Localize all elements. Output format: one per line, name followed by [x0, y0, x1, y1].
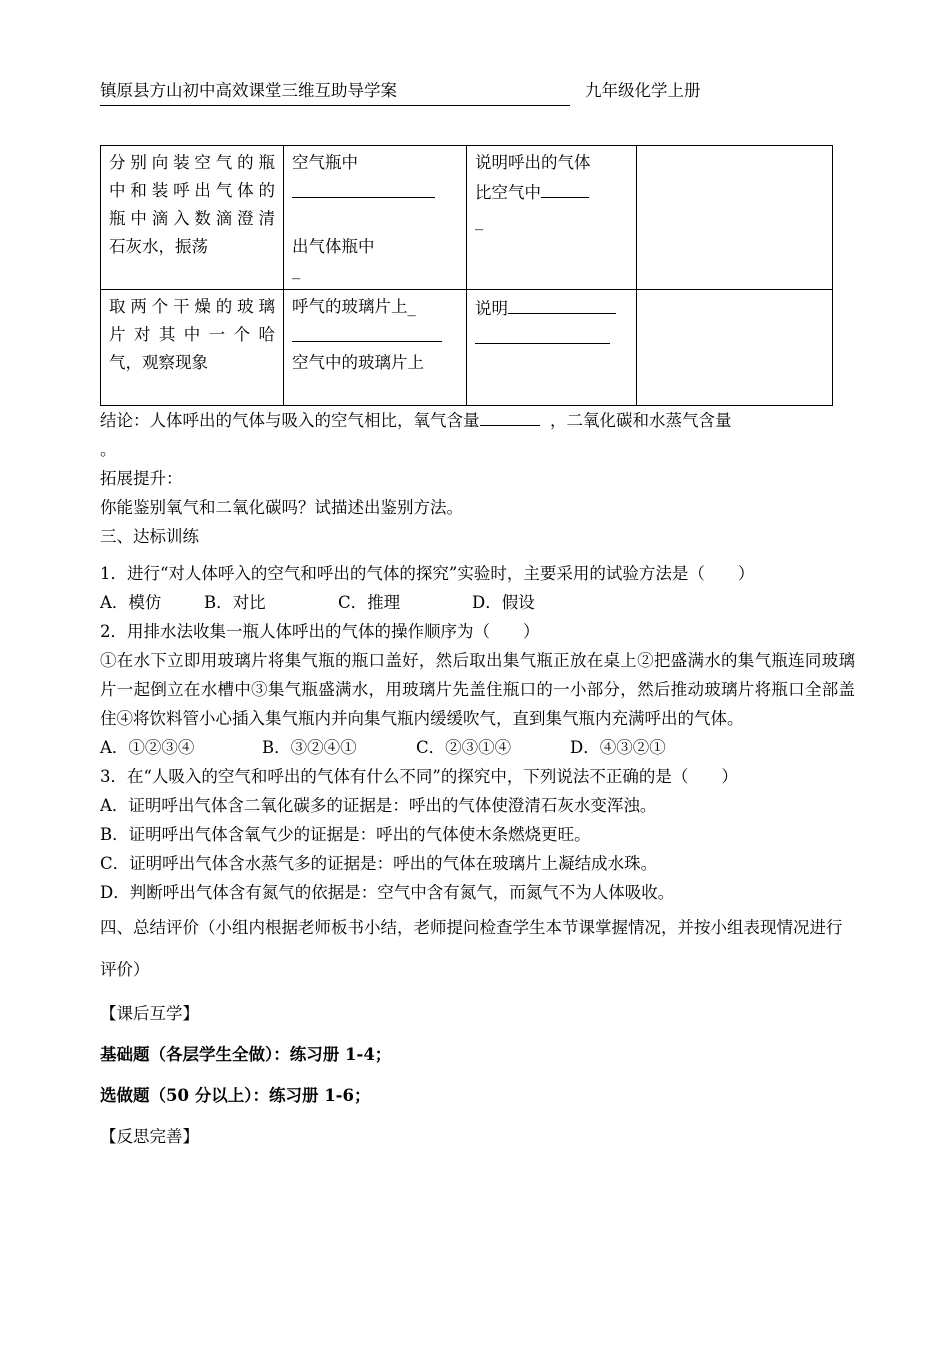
option[interactable]: D．判断呼出气体含有氮气的依据是：空气中含有氮气，而氮气不为人体吸收。 — [100, 883, 675, 902]
experiment-table — [100, 145, 833, 406]
question-2-options — [100, 733, 855, 762]
question-1: 1．进行“对人体呼入的空气和呼出的气体的探究”实验时，主要采用的试验方法是（ ） — [100, 564, 755, 583]
observation-text: 出气体瓶中 — [292, 237, 375, 256]
option[interactable]: C．证明呼出气体含水蒸气多的证据是：呼出的气体在玻璃片上凝结成水珠。 — [100, 854, 658, 873]
conclusion-cell — [467, 146, 637, 290]
operation-line: 气，观察现象 — [109, 353, 208, 372]
document-body — [100, 406, 855, 1151]
optional-exercise: 选做题（50 分以上）：练习册 1-6； — [100, 1086, 371, 1105]
extend-title: 拓展提升： — [100, 469, 183, 488]
question-3: 3．在“人吸入的空气和呼出的气体有什么不同”的探究中，下列说法不正确的是（ ） — [100, 767, 738, 786]
operation-cell — [101, 290, 284, 406]
conclusion-text: 说明呼出的气体 — [475, 153, 591, 172]
option[interactable]: B．对比 — [204, 593, 266, 612]
option[interactable]: B．③②④① — [262, 738, 357, 757]
observation-text: 空气中的玻璃片上 — [292, 353, 424, 372]
header-school-title: 镇原县方山初中高效课堂三维互助导学案 — [100, 77, 570, 106]
reflection-heading: 【反思完善】 — [100, 1127, 199, 1146]
answer-blank[interactable] — [541, 177, 589, 198]
option[interactable]: A．①②③④ — [100, 738, 195, 757]
answer-blank[interactable] — [508, 293, 616, 314]
answer-blank[interactable] — [292, 177, 435, 198]
option[interactable]: D．④③②① — [570, 738, 666, 757]
conclusion-text: 结论：人体呼出的气体与吸入的空气相比，氧气含量 — [100, 411, 480, 430]
operation-line: 分别向装空气的瓶 — [109, 153, 275, 172]
operation-line: 瓶中滴入数滴澄清 — [109, 209, 275, 228]
conclusion-cell — [467, 290, 637, 406]
conclusion-text: ，二氧化碳和水蒸气含量 — [550, 411, 732, 430]
option[interactable]: D．假设 — [472, 593, 535, 612]
answer-blank[interactable] — [292, 321, 442, 342]
option[interactable]: C．推理 — [338, 593, 401, 612]
operation-line: 片对其中一个哈 — [109, 325, 275, 344]
option[interactable]: C．②③①④ — [416, 738, 512, 757]
table-row — [101, 146, 833, 290]
option[interactable]: B．证明呼出气体含氧气少的证据是：呼出的气体使木条燃烧更旺。 — [100, 825, 591, 844]
section-heading: 三、达标训练 — [100, 527, 199, 546]
observation-text: 空气瓶中 — [292, 153, 358, 172]
answer-blank[interactable] — [475, 323, 610, 344]
conclusion-end: 。 — [100, 440, 117, 459]
section-heading: 四、总结评价（小组内根据老师板书小结，老师提问检查学生本节课掌握情况，并按小组表现情况进行评价） — [100, 918, 843, 979]
conclusion-paragraph — [100, 406, 855, 435]
page-header — [100, 77, 720, 106]
operation-line: 取两个干燥的玻璃 — [109, 297, 275, 316]
extend-question: 你能鉴别氧气和二氧化碳吗？试描述出鉴别方法。 — [100, 498, 463, 517]
operation-cell — [101, 146, 284, 290]
table-row — [101, 290, 833, 406]
basic-exercise: 基础题（各层学生全做）：练习册 1-4； — [100, 1045, 392, 1064]
observation-text: 呼气的玻璃片上_ — [292, 297, 416, 316]
observation-blank-tail: _ — [292, 260, 301, 279]
option[interactable]: A．证明呼出气体含二氧化碳多的证据是：呼出的气体使澄清石灰水变浑浊。 — [100, 796, 657, 815]
option[interactable]: A．模仿 — [100, 593, 162, 612]
conclusion-blank-tail: _ — [475, 211, 484, 230]
after-class-heading: 【课后互学】 — [100, 1004, 199, 1023]
empty-cell — [637, 290, 833, 406]
question-1-options — [100, 588, 855, 617]
empty-cell — [637, 146, 833, 290]
operation-line: 石灰水，振荡 — [109, 237, 208, 256]
conclusion-text: 比空气中 — [475, 183, 541, 202]
conclusion-text: 说明 — [475, 299, 508, 318]
question-2-text: ①在水下立即用玻璃片将集气瓶的瓶口盖好，然后取出集气瓶正放在桌上②把盛满水的集气瓶连同玻璃片一起倒立在水槽中③集气瓶盛满水，用玻璃片先盖住瓶口的一小部分，然后推动玻璃片将瓶口全部盖住④将饮料管小心插入集气瓶内并向集气瓶内缓缓吹气，直到集气瓶内充满呼出的气体。 — [100, 651, 855, 728]
header-course-title: 九年级化学上册 — [585, 81, 701, 100]
observation-cell — [284, 146, 467, 290]
question-2: 2．用排水法收集一瓶人体呼出的气体的操作顺序为（ ） — [100, 622, 540, 641]
answer-blank[interactable] — [480, 407, 540, 426]
observation-cell — [284, 290, 467, 406]
operation-line: 中和装呼出气体的 — [109, 181, 275, 200]
